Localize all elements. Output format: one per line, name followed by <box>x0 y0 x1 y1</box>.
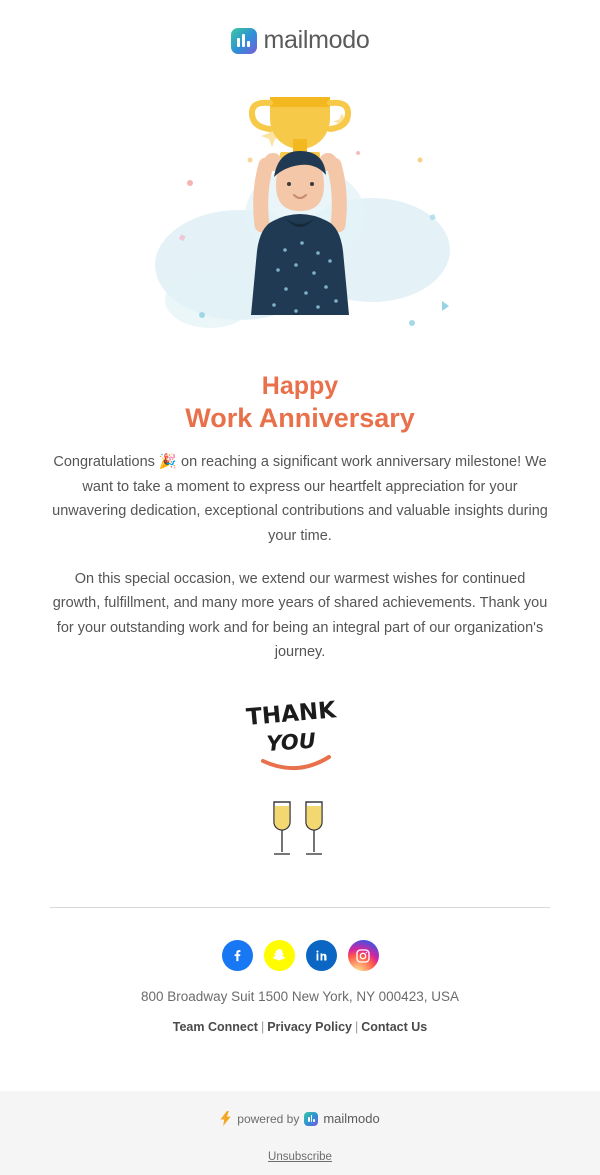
powered-by-brand: mailmodo <box>323 1111 380 1126</box>
instagram-icon[interactable] <box>348 940 379 971</box>
celebration-graphic <box>0 798 600 869</box>
lightning-bolt-icon <box>220 1111 232 1126</box>
footer-link-separator-2: | <box>355 1020 359 1035</box>
person-lifting-trophy-illustration <box>90 65 510 365</box>
champagne-glasses-icon <box>265 798 335 864</box>
footer-links <box>20 1020 580 1034</box>
footer-link-privacy-policy[interactable]: Privacy Policy <box>267 1020 352 1035</box>
headline-line-1: Happy <box>261 372 339 400</box>
email-footer <box>0 908 600 1044</box>
social-links <box>20 940 580 971</box>
powered-by-bar <box>0 1091 600 1147</box>
page-title <box>0 371 600 434</box>
svg-text:THANK: THANK <box>245 697 337 732</box>
thank-you-graphic <box>0 695 600 780</box>
facebook-icon[interactable] <box>222 940 253 971</box>
powered-by-text: powered by <box>237 1111 300 1126</box>
headline-line-2: Work Anniversary <box>185 402 415 433</box>
mailmodo-logo[interactable] <box>231 26 370 55</box>
body-copy <box>0 450 600 683</box>
svg-text:YOU: YOU <box>265 728 317 757</box>
body-paragraph-1: Congratulations 🎉 on reaching a significant work anniversary milestone! We want to take a moment to express our heartfelt appreciation for your unwavering dedication, exceptional contributions and valuable insights during your time. <box>52 454 548 544</box>
footer-link-team-connect[interactable]: Team Connect <box>172 1020 258 1035</box>
footer-address: 800 Broadway Suit 1500 New York, NY 000423, USA <box>141 989 459 1005</box>
hero-illustration <box>0 65 600 365</box>
unsubscribe-row <box>0 1147 600 1175</box>
mailmodo-small-logo-icon <box>304 1112 318 1126</box>
body-paragraph-2: On this special occasion, we extend our warmest wishes for continued growth, fulfillment, and many more years of shared achievements. Thank you for your outstanding work and for being an integral part of our organization's journey. <box>52 570 548 660</box>
powered-by-mailmodo[interactable] <box>220 1111 379 1126</box>
thank-you-script-icon <box>245 695 355 775</box>
footer-link-contact-us[interactable]: Contact Us <box>361 1020 428 1035</box>
snapchat-icon[interactable] <box>264 940 295 971</box>
unsubscribe-link[interactable]: Unsubscribe <box>268 1151 332 1163</box>
email-header <box>0 0 600 65</box>
linkedin-icon[interactable] <box>306 940 337 971</box>
mailmodo-logo-text: mailmodo <box>263 26 370 54</box>
mailmodo-logo-icon <box>231 28 257 54</box>
footer-link-separator-1: | <box>260 1020 265 1035</box>
